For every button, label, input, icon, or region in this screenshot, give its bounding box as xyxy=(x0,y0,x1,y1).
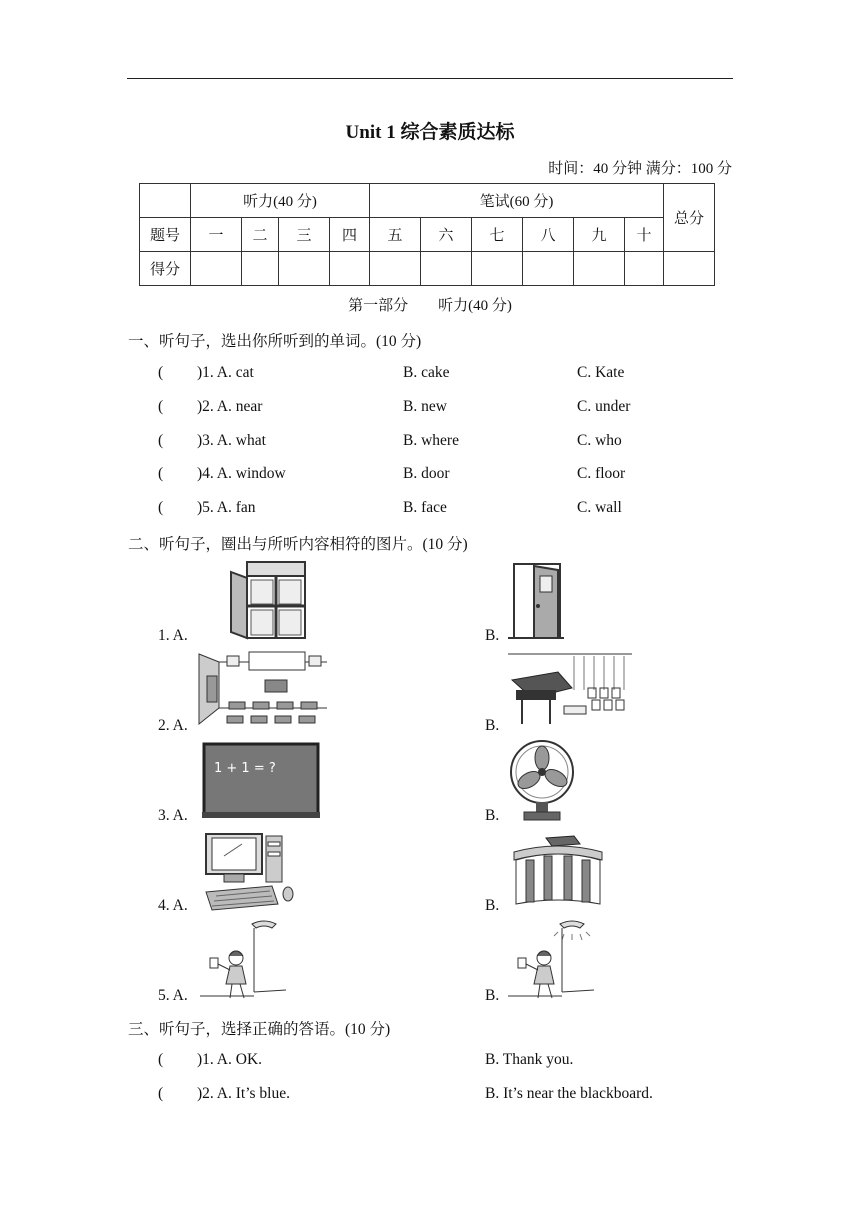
time-score-info: 时间：40 分钟 满分：100 分 xyxy=(548,161,732,177)
score-cell[interactable] xyxy=(242,252,279,286)
option-a: )4. A. window xyxy=(197,465,286,482)
option-b: B. face xyxy=(403,499,447,516)
option-b: B. where xyxy=(403,432,459,449)
question-number: 九 xyxy=(574,218,625,252)
answer-blank[interactable]: ( xyxy=(158,398,164,415)
score-label: 得分 xyxy=(140,252,191,286)
option-a: )1. A. cat xyxy=(197,364,254,381)
total-header: 总分 xyxy=(664,184,715,252)
option-a: )1. A. OK. xyxy=(197,1051,263,1068)
listening-header: 听力(40 分) xyxy=(191,184,370,218)
option-c: C. under xyxy=(577,398,631,415)
section2-heading: 二、听句子，圈出与所听内容相符的图片。(10 分) xyxy=(128,536,468,553)
question-number-label: 题号 xyxy=(140,218,191,252)
option-a: )2. A. It’s blue. xyxy=(197,1085,290,1102)
blackboard-text: 1 + 1 = ? xyxy=(214,761,276,776)
teachers-desk-picture[interactable] xyxy=(508,832,608,914)
picture-label: 4. A. xyxy=(158,897,188,914)
picture-label: B. xyxy=(485,987,500,1004)
classroom-picture[interactable] xyxy=(197,648,329,732)
window-picture[interactable] xyxy=(229,560,309,642)
answer-blank[interactable]: ( xyxy=(158,364,164,381)
score-cell[interactable] xyxy=(370,252,421,286)
music-room-picture[interactable] xyxy=(508,650,632,732)
score-cell[interactable] xyxy=(421,252,472,286)
option-b: B. It’s near the blackboard. xyxy=(485,1085,653,1102)
score-cell[interactable] xyxy=(523,252,574,286)
total-score-cell[interactable] xyxy=(664,252,715,286)
page-title: Unit 1 综合素质达标 xyxy=(345,122,515,143)
question-number: 一 xyxy=(191,218,242,252)
picture-label: B. xyxy=(485,627,500,644)
score-cell[interactable] xyxy=(625,252,664,286)
question-number: 七 xyxy=(472,218,523,252)
fan-picture[interactable] xyxy=(508,738,578,822)
question-number: 四 xyxy=(330,218,370,252)
question-number: 三 xyxy=(279,218,330,252)
picture-label: 2. A. xyxy=(158,717,188,734)
writing-header: 笔试(60 分) xyxy=(370,184,664,218)
option-c: C. wall xyxy=(577,499,622,516)
picture-label: 3. A. xyxy=(158,807,188,824)
picture-label: 1. A. xyxy=(158,627,188,644)
score-cell[interactable] xyxy=(472,252,523,286)
option-b: B. cake xyxy=(403,364,450,381)
picture-label: B. xyxy=(485,897,500,914)
score-cell[interactable] xyxy=(574,252,625,286)
computer-picture[interactable] xyxy=(202,830,298,914)
score-cell[interactable] xyxy=(330,252,370,286)
blackboard-picture[interactable] xyxy=(202,742,320,820)
answer-blank[interactable]: ( xyxy=(158,499,164,516)
question-number: 六 xyxy=(421,218,472,252)
score-table-corner xyxy=(140,184,191,218)
option-b: B. new xyxy=(403,398,447,415)
answer-blank[interactable]: ( xyxy=(158,432,164,449)
option-c: C. floor xyxy=(577,465,626,482)
option-c: C. who xyxy=(577,432,622,449)
score-table xyxy=(139,183,715,286)
score-cell[interactable] xyxy=(191,252,242,286)
answer-blank[interactable]: ( xyxy=(158,465,164,482)
option-a: )2. A. near xyxy=(197,398,263,415)
option-a: )3. A. what xyxy=(197,432,266,449)
option-b: B. door xyxy=(403,465,450,482)
door-picture[interactable] xyxy=(508,562,564,640)
question-number: 五 xyxy=(370,218,421,252)
picture-label: 5. A. xyxy=(158,987,188,1004)
question-number: 十 xyxy=(625,218,664,252)
section1-heading: 一、听句子，选出你所听到的单词。(10 分) xyxy=(128,333,422,350)
option-a: )5. A. fan xyxy=(197,499,256,516)
question-number: 二 xyxy=(242,218,279,252)
girl-light-on-picture[interactable] xyxy=(508,918,594,1004)
option-c: C. Kate xyxy=(577,364,625,381)
answer-blank[interactable]: ( xyxy=(158,1085,164,1102)
top-rule xyxy=(127,78,733,79)
option-b: B. Thank you. xyxy=(485,1051,574,1068)
girl-light-off-picture[interactable] xyxy=(200,918,286,1004)
answer-blank[interactable]: ( xyxy=(158,1051,164,1068)
part-title: 第一部分 听力(40 分) xyxy=(348,298,512,314)
score-cell[interactable] xyxy=(279,252,330,286)
picture-label: B. xyxy=(485,717,500,734)
question-number: 八 xyxy=(523,218,574,252)
section3-heading: 三、听句子，选择正确的答语。(10 分) xyxy=(128,1021,391,1038)
picture-label: B. xyxy=(485,807,500,824)
